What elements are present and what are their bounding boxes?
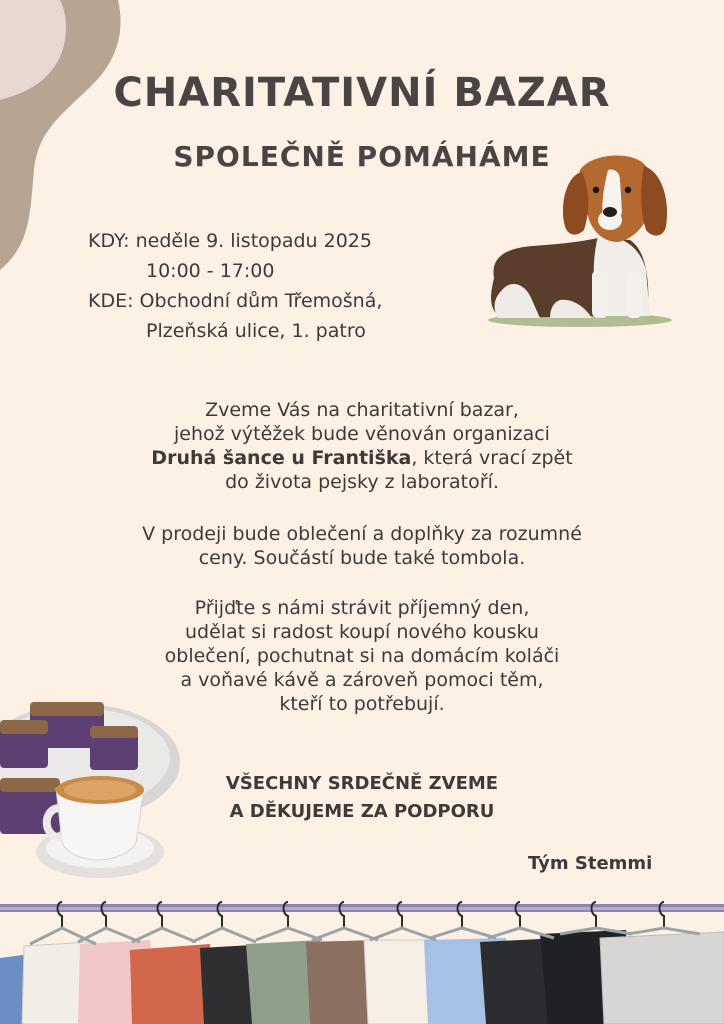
- p1-line2: jehož výtěžek bude věnován organizaci: [174, 423, 550, 445]
- p1-line1: Zveme Vás na charitativní bazar,: [205, 399, 519, 421]
- p3-line4: a voňavé kávě a zároveň pomoci těm,: [180, 669, 544, 691]
- clothes-rack-icon: [0, 898, 724, 1024]
- event-info: [88, 226, 382, 346]
- p3-line1: Přijďte s námi strávit příjemný den,: [194, 597, 530, 619]
- p1-line3-rest: , která vrací zpět: [411, 447, 573, 469]
- invitation-paragraph: [0, 398, 724, 494]
- closing-message: [0, 770, 724, 826]
- where-place: Obchodní dům Třemošná,: [139, 290, 383, 312]
- sale-paragraph: [0, 522, 724, 570]
- where-street: Plzeňská ulice, 1. patro: [146, 320, 366, 342]
- beagle-icon: [480, 150, 680, 330]
- where-label: KDE:: [88, 290, 134, 312]
- p1-line4: do života pejsky z laboratoří.: [225, 471, 499, 493]
- when-date: neděle 9. listopadu 2025: [135, 230, 372, 252]
- cta-line2: A DĚKUJEME ZA PODPORU: [229, 801, 495, 822]
- p1-line3: [0, 446, 724, 470]
- organization-name: Druhá šance u Františka: [151, 447, 412, 469]
- page-title: CHARITATIVNÍ BAZAR: [113, 70, 611, 116]
- p3-line3: oblečení, pochutnat si na domácím koláči: [164, 645, 560, 667]
- when-time: 10:00 - 17:00: [146, 260, 275, 282]
- event-when: [88, 226, 382, 256]
- signature: Tým Stemmi: [528, 853, 653, 874]
- page-subtitle: SPOLEČNĚ POMÁHÁME: [173, 140, 551, 173]
- cta-line1: VŠECHNY SRDEČNĚ ZVEME: [225, 773, 499, 794]
- when-label: KDY:: [88, 230, 130, 252]
- p2-line2: ceny. Součástí bude také tombola.: [198, 547, 526, 569]
- event-where: [88, 286, 382, 316]
- p2-line1: V prodeji bude oblečení a doplňky za rozumné: [142, 523, 582, 545]
- p3-line5: kteří to potřebují.: [279, 693, 445, 715]
- p3-line2: udělat si radost koupí nového kousku: [185, 621, 539, 643]
